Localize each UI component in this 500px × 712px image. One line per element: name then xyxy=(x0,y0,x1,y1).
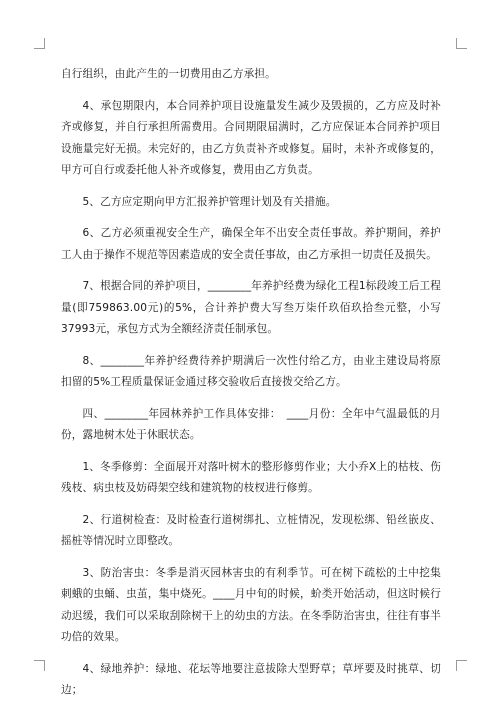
crop-mark-bottom-left xyxy=(34,660,45,671)
paragraph-pest-control: 3、防治害虫：冬季是消灭园林害虫的有利季节。可在树下疏松的土中挖集刺蛾的虫蛹、虫茧，集中烧死。____月中旬的时候，蚧类开始活动，但这时候行动迟缓，我们可以采取刮除树干上的幼虫的方法。在冬季防治害虫，往往有事半功倍的效果。 xyxy=(61,566,441,643)
paragraph-street-tree-check: 2、行道树检查：及时检查行道树绑扎、立桩情况，发现松绑、铅丝嵌皮、摇桩等情况时立即整改。 xyxy=(61,513,441,547)
paragraph-item-6: 6、乙方必须重视安全生产，确保全年不出安全责任事故。养护期间，养护工人由于操作不规范等因素造成的安全责任事故，由乙方承担一切责任及损失。 xyxy=(61,227,441,261)
crop-mark-top-right xyxy=(456,38,467,49)
paragraph-continuation: 自行组织，由此产生的一切费用由乙方承担。 xyxy=(61,68,276,80)
paragraph-item-8: 8、________年养护经费待养护期满后一次性付给乙方，由业主建设局将原扣留的5%工程质量保证金通过移交验收后直接拨交给乙方。 xyxy=(61,354,441,388)
paragraph-item-7: 7、根据合同的养护项目，________年养护经费为绿化工程1标段竣工后工程量(即759863.00元)的5%，合计养护费大写叁万柒仟玖佰玖拾叁元整，小写37993元，承包方式为全额经济责任制承包。 xyxy=(61,280,441,335)
crop-mark-bottom-right xyxy=(456,660,467,671)
document-body xyxy=(61,64,441,712)
paragraph-item-5: 5、乙方应定期向甲方汇报养护管理计划及有关措施。 xyxy=(82,195,337,208)
paragraph-item-4: 4、承包期限内，本合同养护项目设施量发生减少及毁损的，乙方应及时补齐或修复，并自行承担所需费用。合同期限届满时，乙方应保证本合同养护项目设施量完好无损。未完好的，由乙方负责补齐或修复。届时，未补齐或修复的，甲方可自行或委托他人补齐或修复，费用由乙方负责。 xyxy=(61,99,441,176)
paragraph-section-4: 四、________年园林养护工作具体安排： ____月份：全年中气温最低的月份，露地树木处于休眠状态。 xyxy=(61,407,441,441)
paragraph-winter-pruning: 1、冬季修剪：全面展开对落叶树木的整形修剪作业；大小乔X上的枯枝、伤残枝、病虫枝及妨碍架空线和建筑物的枝杈进行修剪。 xyxy=(61,460,441,494)
crop-mark-top-left xyxy=(34,38,45,49)
paragraph-green-maintenance: 4、绿地养护：绿地、花坛等地要注意拔除大型野草；草坪要及时挑草、切边； xyxy=(61,662,441,696)
